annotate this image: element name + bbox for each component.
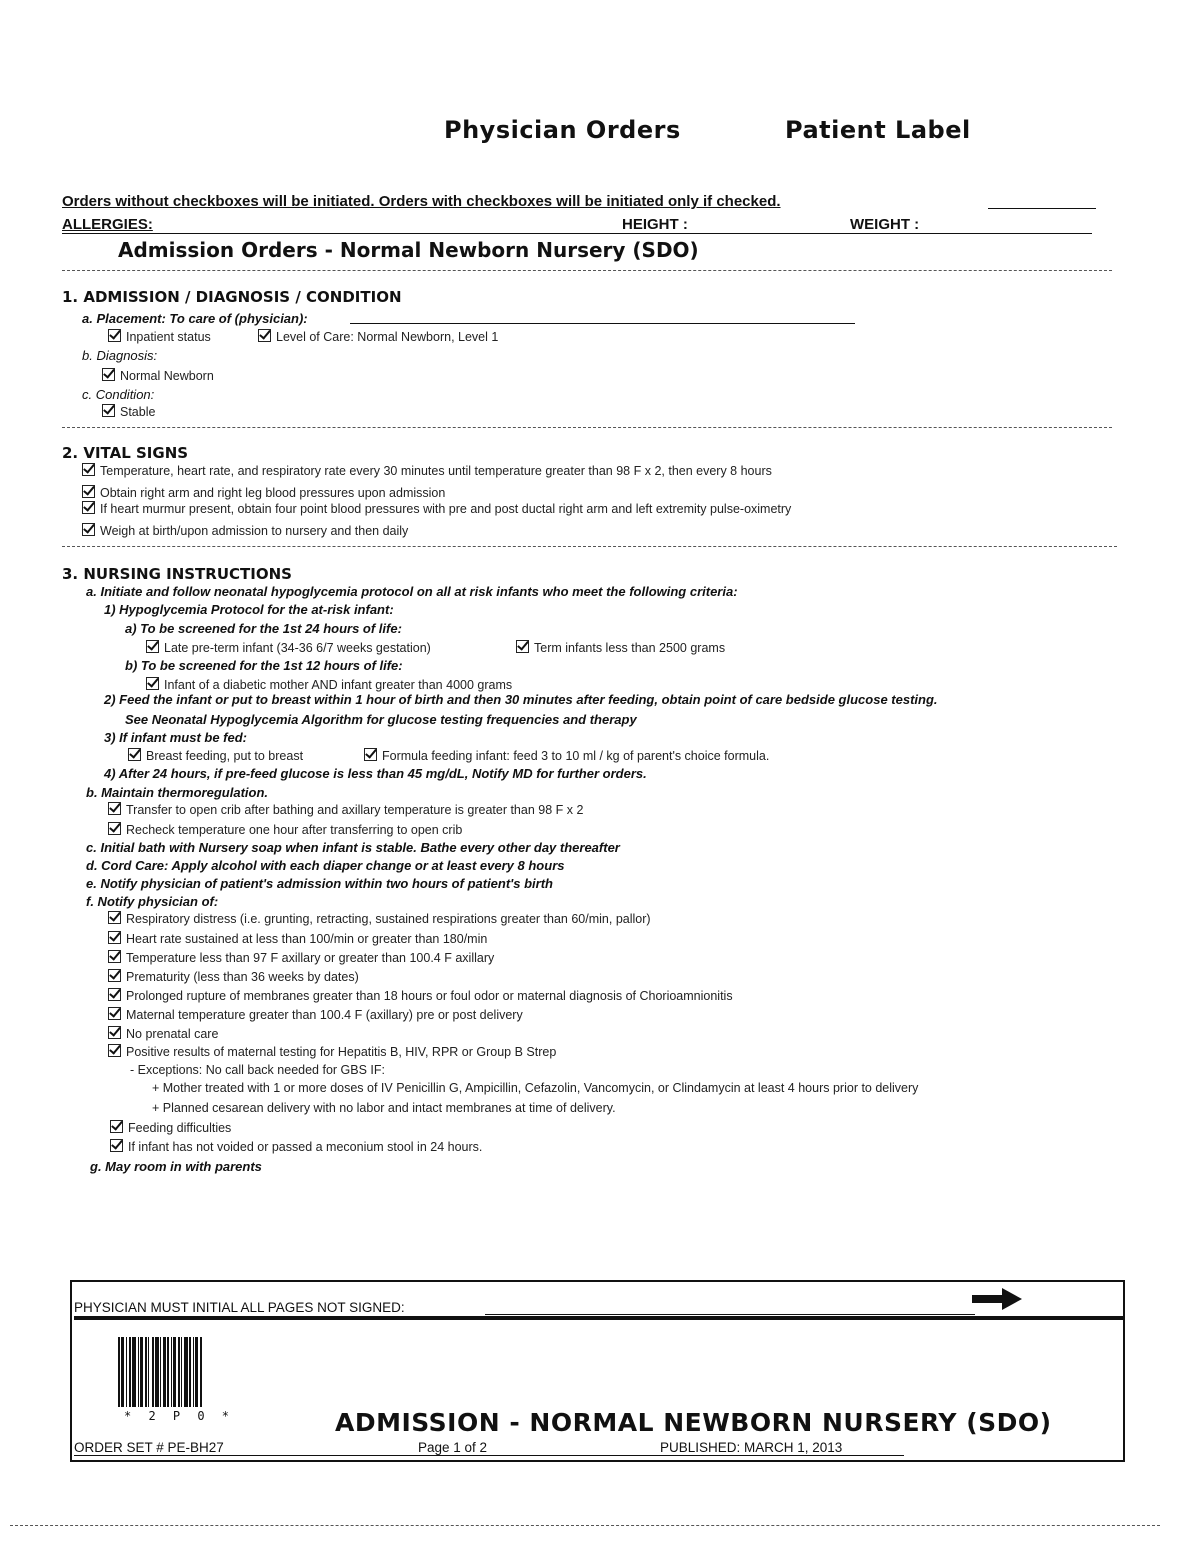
level-of-care-option[interactable]: Level of Care: Normal Newborn, Level 1 xyxy=(258,328,498,346)
notify-item[interactable]: Feeding difficulties xyxy=(110,1119,231,1137)
barcode xyxy=(118,1337,224,1407)
checkbox-checked-icon[interactable] xyxy=(108,988,121,1001)
checkbox-checked-icon[interactable] xyxy=(102,404,115,417)
patient-label-heading: Patient Label xyxy=(785,116,971,144)
allergies-rule xyxy=(62,233,1092,234)
checkbox-checked-icon[interactable] xyxy=(82,485,95,498)
section-2-title: 2. VITAL SIGNS xyxy=(62,444,189,462)
checkbox-checked-icon[interactable] xyxy=(108,1026,121,1039)
order-set-number: ORDER SET # PE-BH27 xyxy=(74,1440,224,1455)
checkbox-checked-icon[interactable] xyxy=(108,969,121,982)
checkbox-checked-icon[interactable] xyxy=(108,329,121,342)
thermoregulation-heading: b. Maintain thermoregulation. xyxy=(86,785,269,800)
feeding-instruction: 2) Feed the infant or put to breast within 1 hour of birth and then 30 minutes after feeding, obtain point of care bedside glucose testing. xyxy=(104,692,938,707)
notify-item[interactable]: Prolonged rupture of membranes greater than 18 hours or foul odor or maternal diagnosis of Chorioamnionitis xyxy=(108,987,733,1005)
barcode-text: * 2 P 0 * xyxy=(124,1409,235,1423)
screening-24h-heading: a) To be screened for the 1st 24 hours of life: xyxy=(125,621,402,636)
cord-care-instruction: d. Cord Care: Apply alcohol with each diaper change or at least every 8 hours xyxy=(86,858,565,873)
hypoglycemia-protocol-heading: a. Initiate and follow neonatal hypoglycemia protocol on all at risk infants who meet the following criteria: xyxy=(86,584,738,599)
diabetic-mother-option[interactable]: Infant of a diabetic mother AND infant greater than 4000 grams xyxy=(146,676,512,694)
vital-sign-item[interactable]: Obtain right arm and right leg blood pressures upon admission xyxy=(82,484,445,502)
exceptions-heading: - Exceptions: No call back needed for GBS IF: xyxy=(130,1063,385,1077)
notify-item[interactable]: Respiratory distress (i.e. grunting, retracting, sustained respirations greater than 60/min, pallor) xyxy=(108,910,651,928)
page-title: Physician Orders xyxy=(444,116,681,144)
notify-item[interactable]: Temperature less than 97 F axillary or greater than 100.4 F axillary xyxy=(108,949,494,967)
term-infants-option[interactable]: Term infants less than 2500 grams xyxy=(516,639,725,657)
condition-label: c. Condition: xyxy=(82,387,155,402)
checkbox-checked-icon[interactable] xyxy=(258,329,271,342)
arrow-right-icon xyxy=(972,1288,1022,1310)
checkbox-checked-icon[interactable] xyxy=(82,523,95,536)
condition-option[interactable]: Stable xyxy=(102,403,155,421)
allergies-label: ALLERGIES: xyxy=(62,216,153,233)
checkbox-checked-icon[interactable] xyxy=(108,950,121,963)
divider xyxy=(10,1525,1160,1526)
notify-item[interactable]: Positive results of maternal testing for Hepatitis B, HIV, RPR or Group B Strep xyxy=(108,1043,556,1061)
notify-item[interactable]: Prematurity (less than 36 weeks by dates) xyxy=(108,968,359,986)
notify-item[interactable]: If infant has not voided or passed a meconium stool in 24 hours. xyxy=(110,1138,482,1156)
placement-field[interactable] xyxy=(350,323,855,324)
published-date: PUBLISHED: MARCH 1, 2013 xyxy=(660,1440,843,1455)
breast-feeding-option[interactable]: Breast feeding, put to breast xyxy=(128,747,303,765)
placement-label: a. Placement: To care of (physician): xyxy=(82,311,308,326)
late-preterm-option[interactable]: Late pre-term infant (34-36 6/7 weeks gestation) xyxy=(146,639,431,657)
checkbox-checked-icon[interactable] xyxy=(108,931,121,944)
vital-sign-item[interactable]: Temperature, heart rate, and respiratory rate every 30 minutes until temperature greater than 98 F x 2, then every 8 hours xyxy=(82,462,772,480)
weight-label: WEIGHT : xyxy=(850,216,920,233)
exception-item: + Mother treated with 1 or more doses of IV Penicillin G, Ampicillin, Cefazolin, Vancomycin, or Clindamycin at least 4 hours prior to delivery xyxy=(152,1081,919,1095)
notify-admission-instruction: e. Notify physician of patient's admission within two hours of patient's birth xyxy=(86,876,553,891)
after-24-hours-instruction: 4) After 24 hours, if pre-feed glucose is less than 45 mg/dL, Notify MD for further orders. xyxy=(104,766,647,781)
diagnosis-option[interactable]: Normal Newborn xyxy=(102,367,214,385)
checkbox-checked-icon[interactable] xyxy=(110,1139,123,1152)
instructions-text: Orders without checkboxes will be initiated. Orders with checkboxes will be initiated only if checked. xyxy=(62,193,781,210)
notify-item[interactable]: No prenatal care xyxy=(108,1025,218,1043)
thermoregulation-item[interactable]: Recheck temperature one hour after transferring to open crib xyxy=(108,821,462,839)
checkbox-checked-icon[interactable] xyxy=(108,822,121,835)
hypoglycemia-subheading: 1) Hypoglycemia Protocol for the at-risk infant: xyxy=(104,602,394,617)
checkbox-checked-icon[interactable] xyxy=(128,748,141,761)
checkbox-checked-icon[interactable] xyxy=(146,640,159,653)
footer-rule xyxy=(74,1316,1124,1320)
height-label: HEIGHT : xyxy=(622,216,688,233)
form-name: ADMISSION - NORMAL NEWBORN NURSERY (SDO) xyxy=(335,1408,1052,1437)
divider xyxy=(62,427,1112,428)
notify-item[interactable]: Maternal temperature greater than 100.4 F (axillary) pre or post delivery xyxy=(108,1006,523,1024)
checkbox-checked-icon[interactable] xyxy=(110,1120,123,1133)
footer-underline xyxy=(74,1455,904,1456)
exception-item: + Planned cesarean delivery with no labor and intact membranes at time of delivery. xyxy=(152,1101,616,1115)
diagnosis-label: b. Diagnosis: xyxy=(82,348,158,363)
divider xyxy=(62,270,1112,271)
must-be-fed-heading: 3) If infant must be fed: xyxy=(104,730,247,745)
checkbox-checked-icon[interactable] xyxy=(146,677,159,690)
checkbox-checked-icon[interactable] xyxy=(108,802,121,815)
checkbox-checked-icon[interactable] xyxy=(82,501,95,514)
checkbox-checked-icon[interactable] xyxy=(102,368,115,381)
page-number: Page 1 of 2 xyxy=(418,1440,488,1455)
section-1-title: 1. ADMISSION / DIAGNOSIS / CONDITION xyxy=(62,288,402,306)
formula-feeding-option[interactable]: Formula feeding infant: feed 3 to 10 ml / kg of parent's choice formula. xyxy=(364,747,769,765)
initial-bath-instruction: c. Initial bath with Nursery soap when infant is stable. Bathe every other day thereafter xyxy=(86,840,620,855)
vital-sign-item[interactable]: Weigh at birth/upon admission to nursery and then daily xyxy=(82,522,408,540)
room-in-instruction: g. May room in with parents xyxy=(90,1159,262,1174)
initial-notice: PHYSICIAN MUST INITIAL ALL PAGES NOT SIGNED: xyxy=(74,1300,405,1315)
screening-12h-heading: b) To be screened for the 1st 12 hours of life: xyxy=(125,658,403,673)
checkbox-checked-icon[interactable] xyxy=(82,463,95,476)
thermoregulation-item[interactable]: Transfer to open crib after bathing and axillary temperature is greater than 98 F x 2 xyxy=(108,801,583,819)
checkbox-checked-icon[interactable] xyxy=(516,640,529,653)
notify-item[interactable]: Heart rate sustained at less than 100/min or greater than 180/min xyxy=(108,930,487,948)
initial-field[interactable] xyxy=(485,1314,975,1315)
vital-sign-item[interactable]: If heart murmur present, obtain four point blood pressures with pre and post ductal right arm and left extremity pulse-oximetry xyxy=(82,500,791,518)
inpatient-option[interactable]: Inpatient status xyxy=(108,328,211,346)
checkbox-checked-icon[interactable] xyxy=(364,748,377,761)
checkbox-checked-icon[interactable] xyxy=(108,1044,121,1057)
notify-physician-heading: f. Notify physician of: xyxy=(86,894,219,909)
section-3-title: 3. NURSING INSTRUCTIONS xyxy=(62,565,292,583)
algorithm-reference: See Neonatal Hypoglycemia Algorithm for glucose testing frequencies and therapy xyxy=(125,712,637,727)
checkbox-checked-icon[interactable] xyxy=(108,911,121,924)
checkbox-checked-icon[interactable] xyxy=(108,1007,121,1020)
form-title: Admission Orders - Normal Newborn Nursery (SDO) xyxy=(118,238,699,262)
divider xyxy=(62,546,1117,547)
instructions-underline xyxy=(988,208,1096,209)
